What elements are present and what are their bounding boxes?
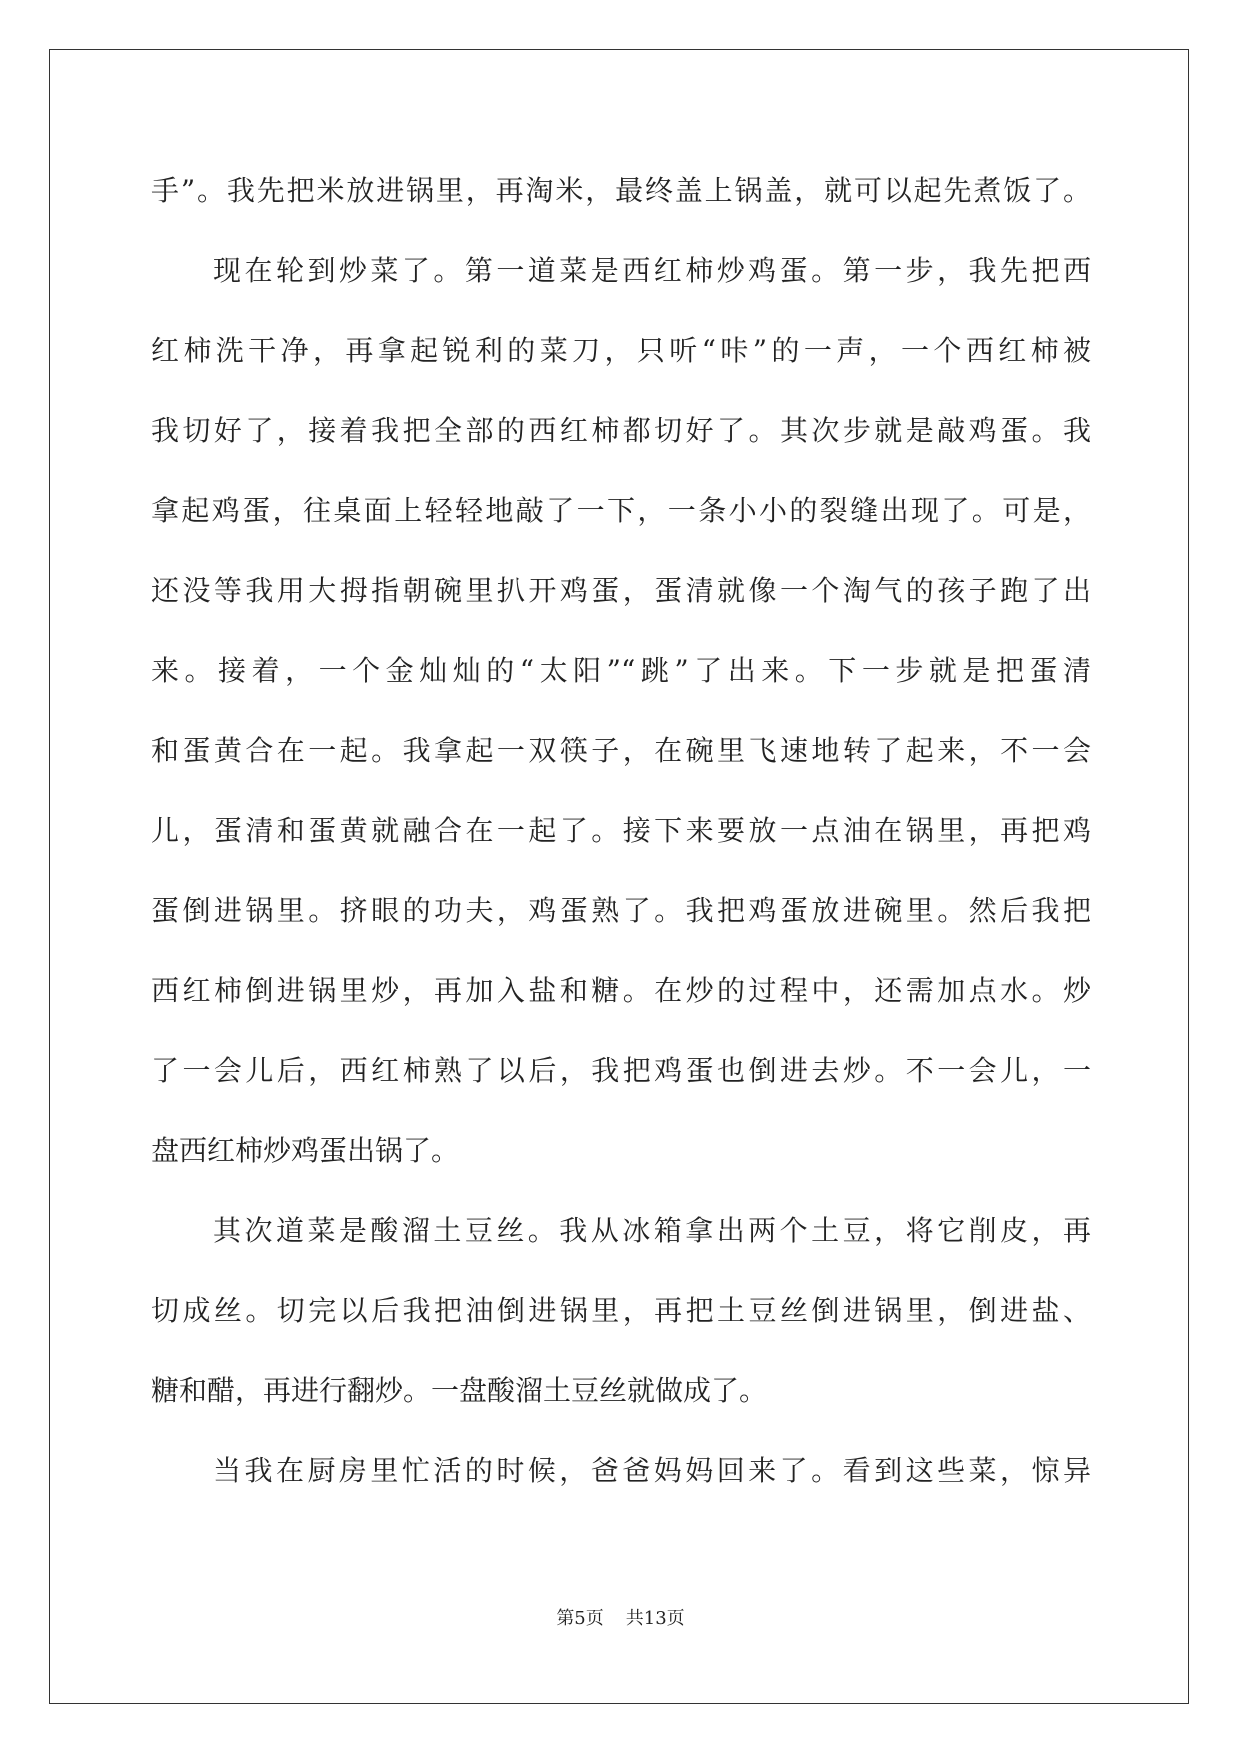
text-line: 盘西红柿炒鸡蛋出锅了。 (151, 1134, 460, 1167)
text-line: 蛋倒进锅里。挤眼的功夫，鸡蛋熟了。我把鸡蛋放进碗里。然后我把 (151, 894, 1091, 927)
page-number: 第5页 (556, 1608, 604, 1629)
document-body (151, 160, 1091, 1520)
text-line: 拿起鸡蛋，往桌面上轻轻地敲了一下，一条小小的裂缝出现了。可是， (151, 494, 1091, 527)
text-line: 西红柿倒进锅里炒，再加入盐和糖。在炒的过程中，还需加点水。炒 (151, 974, 1091, 1007)
text-line: 还没等我用大拇指朝碗里扒开鸡蛋，蛋清就像一个淘气的孩子跑了出 (151, 574, 1091, 607)
page-total: 共13页 (625, 1608, 685, 1629)
text-line: 手”。我先把米放进锅里，再淘米，最终盖上锅盖，就可以起先煮饭了。 (151, 174, 1091, 207)
text-line: 现在轮到炒菜了。第一道菜是西红柿炒鸡蛋。第一步，我先把西 (213, 254, 1091, 287)
text-line: 我切好了，接着我把全部的西红柿都切好了。其次步就是敲鸡蛋。我 (151, 414, 1091, 447)
text-line: 儿，蛋清和蛋黄就融合在一起了。接下来要放一点油在锅里，再把鸡 (151, 814, 1091, 847)
text-line: 当我在厨房里忙活的时候，爸爸妈妈回来了。看到这些菜，惊异 (213, 1454, 1091, 1487)
text-line: 了一会儿后，西红柿熟了以后，我把鸡蛋也倒进去炒。不一会儿，一 (151, 1054, 1091, 1087)
text-line: 来。接着，一个金灿灿的“太阳”“跳”了出来。下一步就是把蛋清 (151, 654, 1091, 687)
text-line: 切成丝。切完以后我把油倒进锅里，再把土豆丝倒进锅里，倒进盐、 (151, 1294, 1091, 1327)
page-footer (0, 1604, 1241, 1630)
text-line: 红柿洗干净，再拿起锐利的菜刀，只听“咔”的一声，一个西红柿被 (151, 334, 1091, 367)
text-line: 糖和醋，再进行翻炒。一盘酸溜土豆丝就做成了。 (151, 1374, 768, 1407)
text-line: 和蛋黄合在一起。我拿起一双筷子，在碗里飞速地转了起来，不一会 (151, 734, 1091, 767)
text-line: 其次道菜是酸溜土豆丝。我从冰箱拿出两个土豆，将它削皮，再 (213, 1214, 1091, 1247)
